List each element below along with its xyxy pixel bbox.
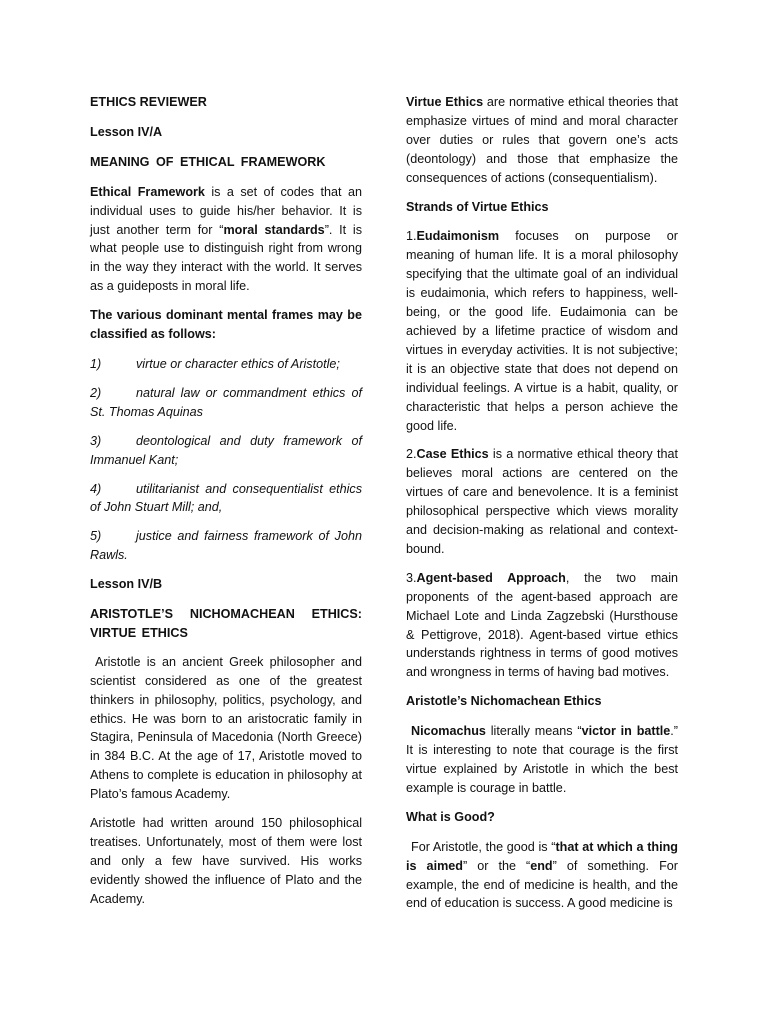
ef-moral-standards: moral standards: [223, 222, 325, 237]
list-item: 1) virtue or character ethics of Aristotle;: [90, 356, 340, 371]
strand-eudaimonism: 1.Eudaimonism focuses on purpose or meaning of human life. It is a moral philosophy specifying that the ultimate goal of an individual is eudaimonia, which refers to happiness, well-being, or the good life. Eudaimonia can be achieved by a lifetime practice of wisdom and virtues in everyday activities. It is not subjective; it is an objective state that does not depend on individual feelings. A virtue is a habit, quality, or characteristic that helps a person achieve the good life.: [406, 229, 678, 433]
virtue-ethics-paragraph: Virtue Ethics are normative ethical theories that emphasize virtues of mind and moral character over duties or rules that govern one’s acts (deontology) and those that emphasize the consequences of actions (consequentialism).: [406, 95, 678, 185]
ef-term: Ethical Framework: [90, 184, 205, 199]
nicomachus-paragraph: Nicomachus literally means “victor in battle.” It is interesting to note that courage is the first virtue explained by Aristotle in which the best example is courage in battle.: [406, 724, 678, 795]
nichomachean-heading: ARISTOTLE’S NICHOMACHEAN ETHICS: VIRTUE ETHICS: [90, 607, 362, 640]
list-item: 5) justice and fairness framework of John Rawls.: [90, 529, 362, 563]
strand-case-ethics: 2.Case Ethics is a normative ethical theory that believes moral actions are centered on the virtues of care and benevolence. It is a feminist philosophical perspective which views morality and decision-making as relational and context-bound.: [406, 447, 678, 556]
what-is-good-heading: What is Good?: [406, 809, 495, 824]
list-item: 3) deontological and duty framework of Immanuel Kant;: [90, 433, 362, 467]
ethical-framework-paragraph: Ethical Framework is a set of codes that an individual uses to guide his/her behavior. It is just another term for “moral standards”. It is what people use to distinguish right from wrong in the way they interact with the world. It serves as a guideposts in moral life.: [90, 184, 362, 294]
lesson-b-heading: Lesson IV/B: [90, 577, 163, 592]
document-title: ETHICS REVIEWER: [90, 95, 207, 109]
left-column: [90, 93, 362, 919]
good-paragraph: For Aristotle, the good is “that at which a thing is aimed” or the “end” of something. For example, the end of medicine is health, and the end of education is success. A good medicine is: [406, 839, 678, 911]
strands-heading: Strands of Virtue Ethics: [406, 199, 549, 214]
list-item: 4) utilitarianist and consequentialist ethics of John Stuart Mill; and,: [90, 481, 362, 515]
strand-agent-based: 3.Agent-based Approach, the two main proponents of the agent-based approach are Michael Lote and Linda Zagzebski (Hursthouse & Pettigrove, 2018). Agent-based virtue ethics understands rightness in terms of good motives and wrongness in terms of having bad motives.: [406, 570, 678, 680]
nichomachean-ethics-heading: Aristotle’s Nichomachean Ethics: [406, 694, 602, 709]
aristotle-paragraph-2: Aristotle had written around 150 philosophical treatises. Unfortunately, most of them were lost and only a few have survived. His works evidently showed the influence of Plato and the Academy.: [90, 816, 362, 906]
lesson-a-heading: Lesson IV/A: [90, 124, 163, 139]
aristotle-paragraph-1: Aristotle is an ancient Greek philosopher and scientist considered as one of the greatest thinkers in philosophy, politics, psychology, and ethics. He was born to an aristocratic family in Stagira, Peninsula of Macedonia (North Greece) in 384 B.C. At the age of 17, Aristotle moved to Athens to complete is education in philosophy at Plato’s famous Academy.: [90, 654, 362, 802]
list-item: 2) natural law or commandment ethics of St. Thomas Aquinas: [90, 385, 362, 419]
right-column: [406, 93, 678, 923]
frames-intro: The various dominant mental frames may be classified as follows:: [90, 308, 362, 342]
meaning-heading: MEANING OF ETHICAL FRAMEWORK: [90, 154, 326, 169]
